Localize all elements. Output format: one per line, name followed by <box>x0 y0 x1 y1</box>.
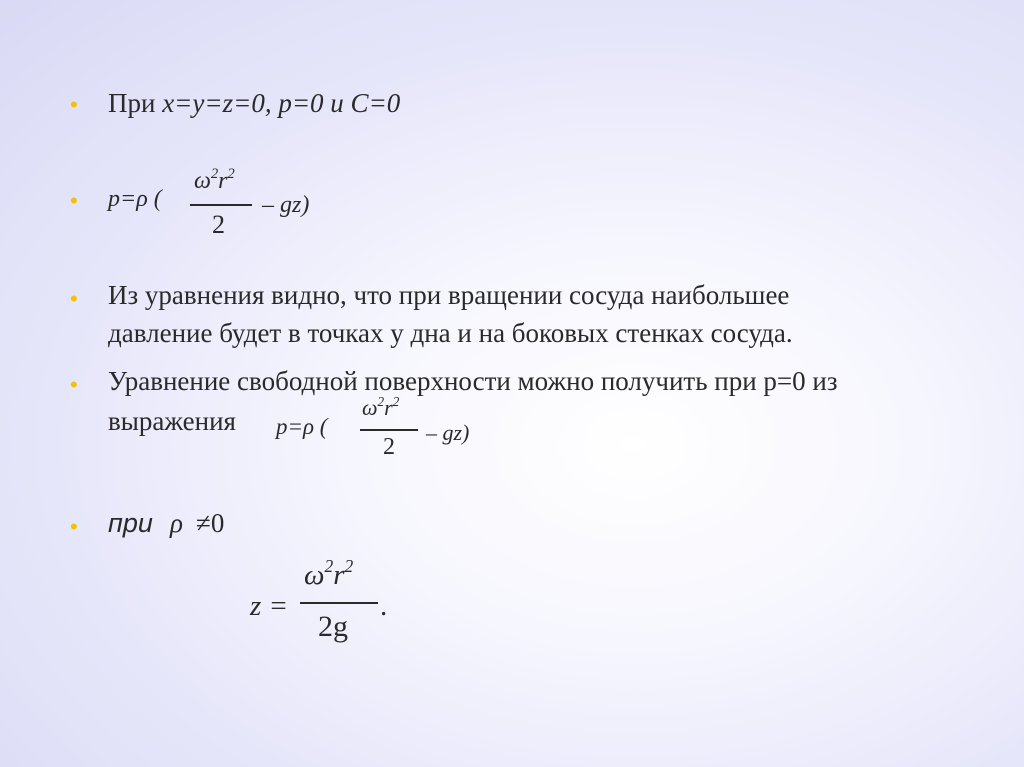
final-formula-period: . <box>380 590 388 622</box>
exponent: 2 <box>377 394 385 409</box>
bullet-4-fraction <box>356 392 422 468</box>
bullet-icon: • <box>70 286 78 311</box>
exponent: 2 <box>227 166 235 182</box>
exponent: 2 <box>392 394 400 409</box>
r-symbol: r <box>333 559 345 592</box>
bullet-5-condition: ≠0 <box>196 508 225 538</box>
r-symbol: r <box>218 168 228 195</box>
fraction-bar <box>360 429 418 431</box>
bullet-icon: • <box>70 514 78 539</box>
bullet-1-prefix: При <box>108 88 163 118</box>
bullet-3-line-1: Из уравнения видно, что при вращении сосуда наибольшее <box>108 280 790 310</box>
fraction-denominator <box>318 610 348 644</box>
r-symbol: r <box>384 395 393 421</box>
bullet-2-tail: – gz) <box>262 192 310 218</box>
rho-symbol: ρ <box>170 508 183 538</box>
bullet-4-lhs: p=ρ ( <box>276 414 328 439</box>
omega-symbol: ω <box>362 395 378 421</box>
bullet-4-line-1: Уравнение свободной поверхности можно получить при р=0 из <box>108 366 838 396</box>
bullet-icon: • <box>70 92 78 117</box>
final-formula-lhs: z = <box>250 590 289 622</box>
fraction-denominator: 2 <box>383 434 395 460</box>
bullet-icon: • <box>70 188 78 213</box>
bullet-1-expression: x=y=z=0, p=0 и C=0 <box>162 88 401 118</box>
exponent: 2 <box>324 556 334 576</box>
bullet-icon: • <box>70 372 78 397</box>
bullet-1-text <box>108 88 400 119</box>
bullet-3-line-2: давление будет в точках у дна и на боковых стенках сосуда. <box>108 318 793 348</box>
omega-symbol: ω <box>194 168 211 195</box>
bullet-5-prefix: при <box>108 508 153 538</box>
final-formula-fraction <box>298 552 382 652</box>
bullet-2-lhs: p=ρ ( <box>108 186 162 212</box>
exponent: 2 <box>210 166 219 182</box>
bullet-4-tail: – gz) <box>426 420 470 445</box>
bullet-5-text <box>108 508 153 539</box>
fraction-bar <box>300 602 378 604</box>
fraction-denominator: 2 <box>212 210 225 239</box>
exponent: 2 <box>344 556 354 576</box>
omega-symbol: ω <box>304 559 325 592</box>
bullet-4-line-2: выражения <box>108 406 236 436</box>
denominator-text: 2g <box>318 610 348 643</box>
bullet-2-fraction <box>188 160 258 240</box>
fraction-bar <box>190 204 252 206</box>
